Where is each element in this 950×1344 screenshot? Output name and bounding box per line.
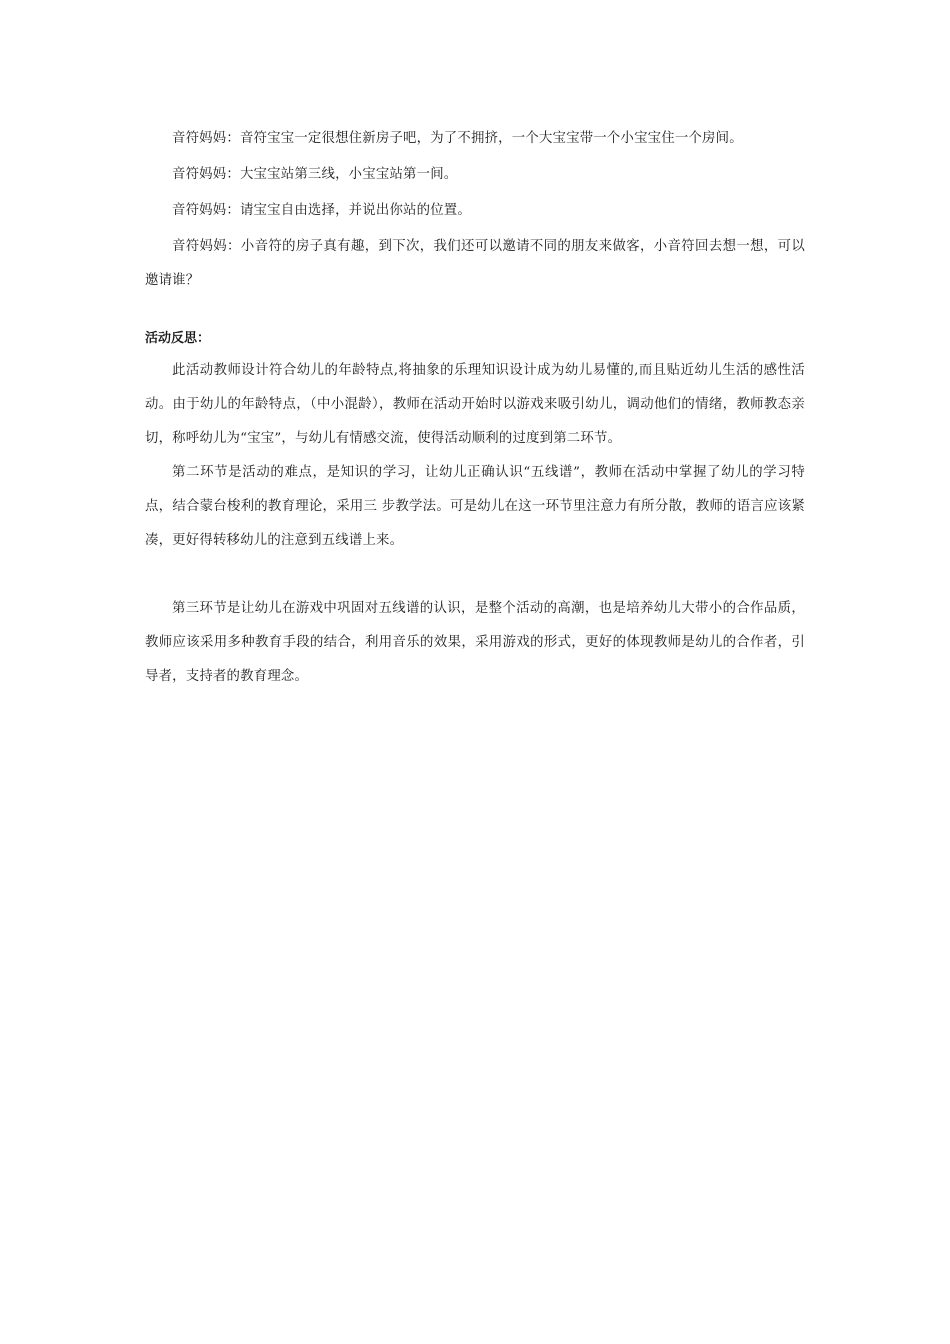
dialog-line-3: 音符妈妈：请宝宝自由选择，并说出你站的位置。 <box>172 203 471 218</box>
reflection-paragraph-3: 第三环节是让幼儿在游戏中巩固对五线谱的认识，是整个活动的高潮，也是培养幼儿大带小的合作品质，教师应该采用多种教育手段的结合，利用音乐的效果，采用游戏的形式，更好的体现教师是幼儿的合作者，引导者，支持者的教育理念。 <box>145 601 805 684</box>
document-body <box>145 122 805 694</box>
paragraph-spacer <box>145 558 805 592</box>
reflection-heading: 活动反思： <box>145 331 211 346</box>
dialog-line-4: 音符妈妈：小音符的房子真有趣，到下次，我们还可以邀请不同的朋友来做客，小音符回去想一想，可以邀请谁？ <box>145 239 805 288</box>
dialog-line-2: 音符妈妈：大宝宝站第三线，小宝宝站第一间。 <box>172 167 458 182</box>
reflection-paragraph-2: 第二环节是活动的难点，是知识的学习，让幼儿正确认识“五线谱”，教师在活动中掌握了幼儿的学习特点，结合蒙台梭利的教育理论，采用三 步教学法。可是幼儿在这一环节里注意力有所分散，教师的语言应该紧凑，更好得转移幼儿的注意到五线谱上来。 <box>145 465 805 548</box>
reflection-paragraph-1: 此活动教师设计符合幼儿的年龄特点,将抽象的乐理知识设计成为幼儿易懂的,而且贴近幼儿生活的感性活动。由于幼儿的年龄特点，（中小混龄），教师在活动开始时以游戏来吸引幼儿，调动他们的情绪，教师教态亲切，称呼幼儿为“宝宝”，与幼儿有情感交流，使得活动顺利的过度到第二环节。 <box>145 363 805 446</box>
dialog-line-1: 音符妈妈：音符宝宝一定很想住新房子吧，为了不拥挤，一个大宝宝带一个小宝宝住一个房间。 <box>172 131 743 146</box>
